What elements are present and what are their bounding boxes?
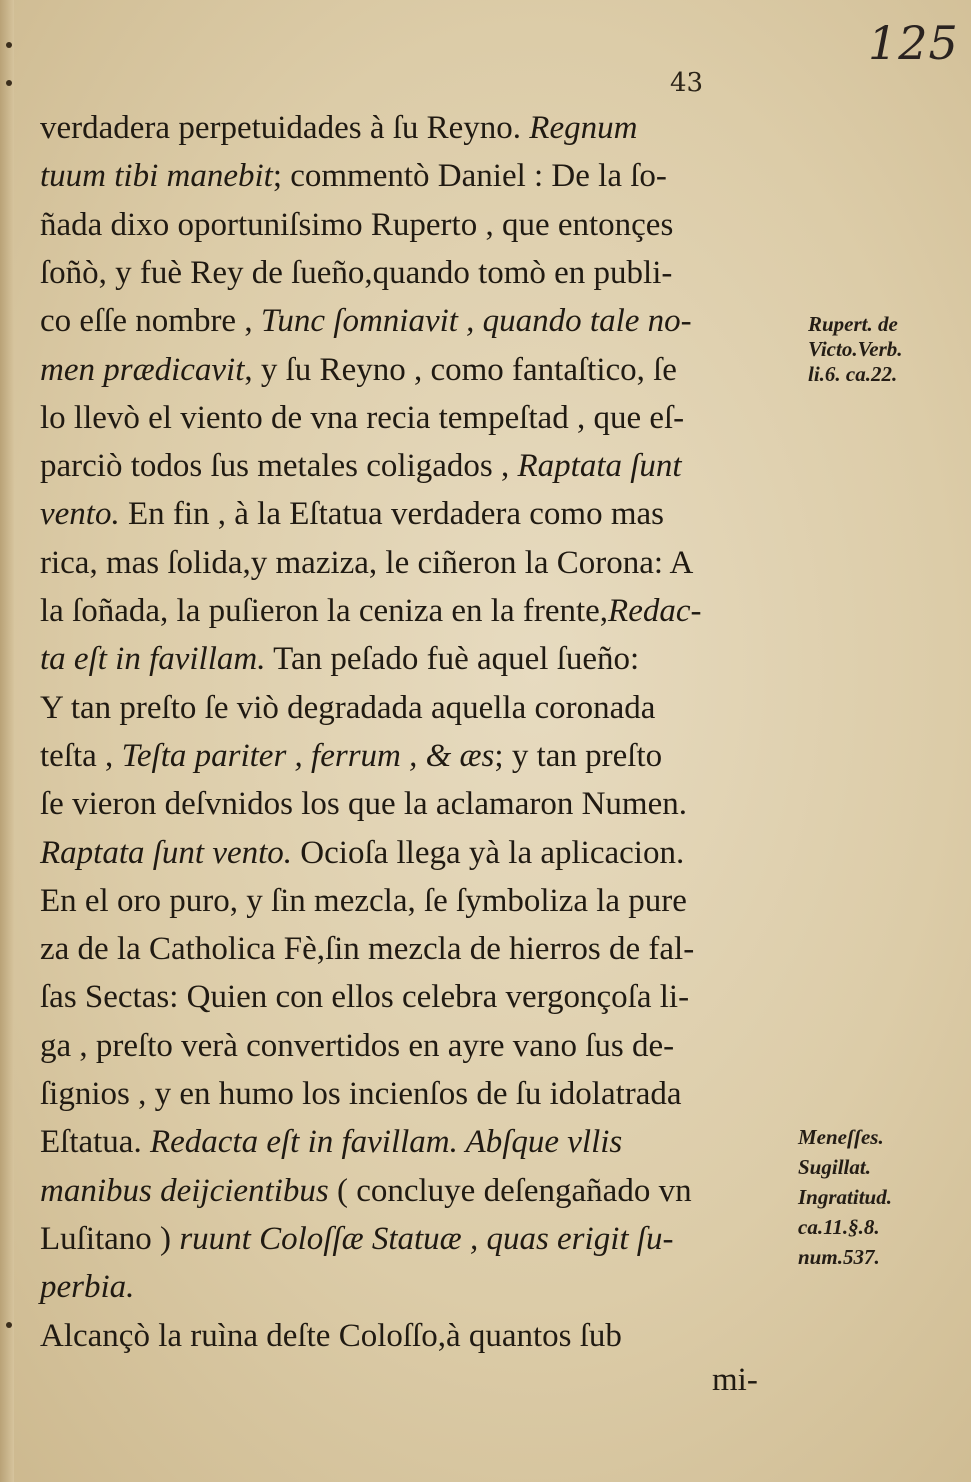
text-segment: Luſitano ) (40, 1220, 180, 1257)
margin-note-line: Sugillat. (798, 1155, 871, 1179)
latin-quote: ruunt Coloſſæ Statuæ , quas erigit ſu- (179, 1220, 674, 1257)
margin-note-menesses (798, 1122, 892, 1272)
binding-hole (6, 1322, 12, 1328)
text-segment: rica, mas ſolida,y maziza, le ciñeron la Corona: A (40, 544, 694, 581)
latin-quote: men prædicavit (40, 351, 245, 388)
text-segment: Alcançò la ruìna deſte Coloſſo,à quantos ſub (40, 1317, 622, 1354)
text-segment: ſoñò, y fuè Rey de ſueño,quando tomò en publi- (40, 254, 673, 291)
text-line (40, 1219, 785, 1259)
latin-quote: tuum tibi manebit (40, 158, 273, 195)
text-segment: la ſoñada, la puſieron la ceniza en la frente, (40, 593, 609, 629)
text-line (40, 350, 785, 390)
margin-note-line: Meneſſes. (798, 1125, 884, 1149)
binding-edge (0, 0, 14, 1482)
text-line (40, 1171, 785, 1211)
latin-quote: Regnum (529, 110, 638, 146)
text-line (40, 205, 785, 245)
text-line (40, 639, 785, 679)
text-segment: ñada dixo oportuniſsimo Ruperto , que entonçes (40, 206, 674, 243)
latin-quote: ta eſt in favillam. (40, 641, 266, 678)
text-line (40, 543, 785, 583)
text-line (40, 688, 785, 728)
text-line (40, 446, 785, 486)
text-segment: ſignios , y en humo los incienſos de ſu idolatrada (40, 1076, 682, 1112)
text-segment: ; commentò Daniel : De la ſo- (272, 158, 667, 195)
latin-quote: Tunc ſomniavit , quando tale no- (260, 303, 692, 340)
margin-note-line: Victo.Verb. (808, 337, 903, 361)
text-line (40, 929, 785, 969)
text-segment: parciò todos ſus metales coligados , (40, 448, 518, 485)
text-segment: ſas Sectas: Quien con ellos celebra vergonçoſa li- (40, 979, 690, 1016)
text-segment: co eſſe nombre , (40, 303, 261, 340)
text-segment: lo llevò el viento de vna recia tempeſtad , que eſ- (40, 399, 685, 436)
latin-quote: Teſta pariter , ferrum , & æs (121, 737, 495, 774)
text-line (40, 881, 785, 921)
text-line (40, 736, 785, 776)
text-line (40, 833, 785, 873)
text-segment: Eſtatua. (40, 1124, 150, 1161)
page-number: 43 (670, 68, 704, 98)
text-line (40, 1316, 785, 1356)
latin-quote: perbia. (40, 1269, 135, 1306)
text-segment: verdadera perpetuidades à ſu Reyno. (40, 110, 530, 146)
latin-quote: manibus deijcientibus (40, 1172, 329, 1209)
text-line (40, 301, 785, 341)
text-segment: En el oro puro, y ſin mezcla, ſe ſymboliza la pure (40, 882, 687, 919)
catchword: mi- (712, 1362, 758, 1398)
margin-note-line: Ingratitud. (798, 1185, 892, 1209)
text-segment: ( concluye deſengañado vn (328, 1172, 692, 1209)
text-segment: ; y tan preſto (494, 737, 663, 774)
text-segment: , y ſu Reyno , como fantaſtico, ſe (244, 351, 677, 388)
latin-quote: Redac- (608, 593, 702, 629)
text-line (40, 253, 785, 293)
handwritten-folio-number: 125 (868, 16, 959, 70)
text-segment: Y tan preſto ſe viò degradada aquella coronada (40, 689, 656, 726)
text-segment: En fin , à la Eſtatua verdadera como mas (119, 496, 664, 533)
text-line (40, 1026, 785, 1066)
text-line (40, 156, 785, 196)
text-line (40, 784, 785, 824)
latin-quote: Raptata ſunt vento. (40, 834, 293, 871)
text-line (40, 1122, 785, 1162)
latin-quote: Redacta eſt in favillam. Abſque vllis (149, 1124, 623, 1161)
margin-note-line: num.537. (798, 1245, 880, 1269)
text-segment: ga , preſto verà convertidos en ayre vano ſus de- (40, 1027, 675, 1064)
text-line (40, 398, 785, 438)
text-segment: ſe vieron deſvnidos los que la aclamaron Numen. (40, 786, 687, 823)
text-line (40, 108, 785, 148)
margin-note-line: ca.11.§.8. (798, 1215, 880, 1239)
text-segment: teſta , (40, 737, 122, 774)
margin-note-line: Rupert. de (808, 312, 898, 336)
text-line (40, 591, 785, 631)
binding-hole (6, 42, 12, 48)
margin-note-line: li.6. ca.22. (808, 362, 898, 386)
text-line (40, 977, 785, 1017)
text-segment: Ocioſa llega yà la aplicacion. (292, 834, 685, 871)
text-segment: za de la Catholica Fè,ſin mezcla de hierros de fal- (40, 931, 695, 968)
latin-quote: Raptata ſunt (517, 448, 682, 485)
latin-quote: vento. (40, 496, 120, 533)
text-line (40, 1074, 785, 1114)
text-segment: Tan peſado fuè aquel ſueño: (265, 641, 640, 678)
margin-note-rupert (808, 312, 903, 387)
text-line (40, 494, 785, 534)
binding-hole (6, 80, 12, 86)
text-line (40, 1267, 785, 1307)
